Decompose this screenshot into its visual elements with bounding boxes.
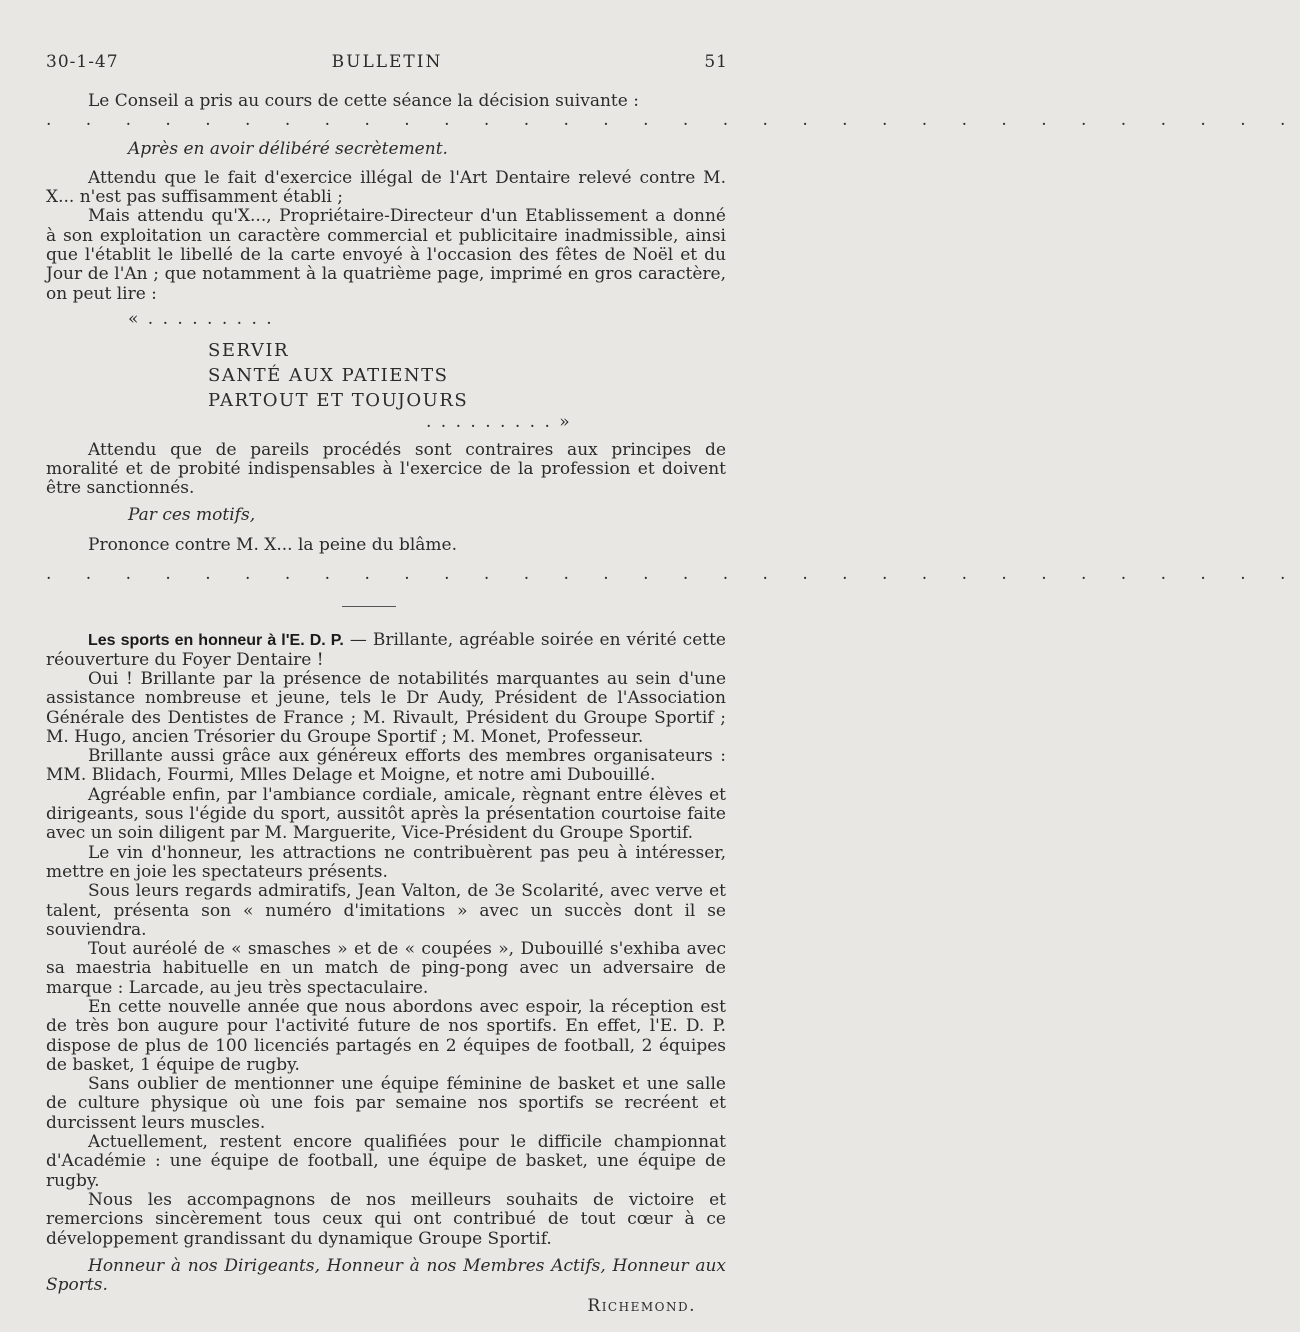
sports-lead-text: — Brillante, agréable soirée en vérité cette réouverture du Foyer Dentaire !: [46, 630, 726, 670]
page-number: 51: [704, 52, 728, 72]
sports-paragraph: Agréable enfin, par l'ambiance cordiale, amicale, règnant entre élèves et dirigeants, sous l'égide du sport, aussitôt après la présentation courtoise faite avec un soin diligent par M. Marguerite, Vice-Président du Groupe Sportif.: [46, 784, 726, 844]
sports-paragraph: Brillante aussi grâce aux généreux efforts des membres organisateurs : MM. Blidach, Fourmi, Mlles Delage et Moigne, et notre ami Dubouillé.: [46, 746, 726, 786]
quote-open: « . . . . . . . . .: [128, 308, 274, 329]
ellipsis-line: . . . . . . . . . . . . . . . . . . . . . . . . . . . . . . . .: [46, 110, 1300, 131]
closing-line: Honneur à nos Dirigeants, Honneur à nos Membres Actifs, Honneur aux Sports.: [46, 1255, 726, 1296]
deliberation-line: Après en avoir délibéré secrètement.: [128, 138, 448, 159]
sports-paragraph: Actuellement, restent encore qualifiées pour le difficile championnat d'Académie : une équipe de football, une équipe de basket, une équipe de rugby.: [46, 1132, 726, 1191]
council-paragraph-1: Attendu que le fait d'exercice illégal de l'Art Dentaire relevé contre M. X... n'est pas suffisamment établi ;: [46, 167, 726, 208]
council-paragraph-3: Attendu que de pareils procédés sont contraires aux principes de moralité et de probité indispensables à l'exercice de la profession et doivent être sanctionnés.: [46, 439, 726, 499]
slogan-line: SERVIR: [208, 340, 290, 362]
ellipsis-line: . . . . . . . . . . . . . . . . . . . . . . . . . . . . . . . .: [46, 564, 1300, 585]
sports-paragraph: Oui ! Brillante par la présence de notabilités marquantes au sein d'une assistance nombreuse et jeune, tels le Dr Audy, Président de l'Association Générale des Dentistes de France ; M. Rivault, Président du Groupe Sportif ; M. Hugo, ancien Trésorier du Groupe Sportif ; M. Monet, Professeur.: [46, 668, 726, 747]
author-signature: Richemond.: [587, 1296, 696, 1317]
slogan-line: SANTÉ AUX PATIENTS: [208, 365, 449, 387]
sentence-line: Prononce contre M. X... la peine du blâme.: [88, 534, 458, 555]
sports-paragraph: Le vin d'honneur, les attractions ne contribuèrent pas peu à intéresser, mettre en joie les spectateurs présents.: [46, 842, 726, 882]
council-intro: Le Conseil a pris au cours de cette séance la décision suivante :: [88, 91, 639, 111]
sports-paragraph: Nous les accompagnons de nos meilleurs souhaits de victoire et remercions sincèrement tous ceux qui ont contribué de tout cœur à ce développement grandissant du dynamique Groupe Sportif.: [46, 1189, 726, 1249]
council-paragraph-2: Mais attendu qu'X..., Propriétaire-Directeur d'un Etablissement a donné à son exploitation un caractère commercial et publicitaire inadmissible, ainsi que l'établit le libellé de la carte envoyé à l'occasion des fêtes de Noël et du Jour de l'An ; que notamment à la quatrième page, imprimé en gros caractère, on peut lire :: [46, 206, 726, 304]
sports-paragraph: En cette nouvelle année que nous abordons avec espoir, la réception est de très bon augure pour l'activité future de nos sportifs. En effet, l'E. D. P. dispose de plus de 100 licenciés partagés en 2 équipes de football, 2 équipes de basket, 1 équipe de rugby.: [46, 996, 726, 1075]
sports-paragraph: Tout auréolé de « smasches » et de « coupées », Dubouillé s'exhiba avec sa maestria habituelle en un match de ping-pong avec un adversaire de marque : Larcade, au jeu très spectaculaire.: [46, 939, 726, 998]
quote-close: . . . . . . . . . »: [426, 412, 572, 433]
motifs-line: Par ces motifs,: [128, 505, 256, 526]
section-divider: [342, 606, 396, 607]
header-date: 30-1-47: [46, 52, 119, 72]
sports-paragraph: Sous leurs regards admiratifs, Jean Valton, de 3e Scolarité, avec verve et talent, présenta son « numéro d'imitations » avec un succès dont il se souviendra.: [46, 881, 726, 940]
sports-lead-paragraph: [46, 631, 726, 670]
page-header: [46, 52, 728, 74]
sports-paragraph: Sans oublier de mentionner une équipe féminine de basket et une salle de culture physique où une fois par semaine nos sportifs se recréent et durcissent leurs muscles.: [46, 1074, 726, 1133]
sports-section-title: Les sports en honneur à l'E. D. P.: [88, 632, 344, 650]
article-body: [46, 91, 1300, 1317]
header-title: BULLETIN: [331, 52, 443, 72]
slogan-line: PARTOUT ET TOUJOURS: [208, 390, 469, 412]
